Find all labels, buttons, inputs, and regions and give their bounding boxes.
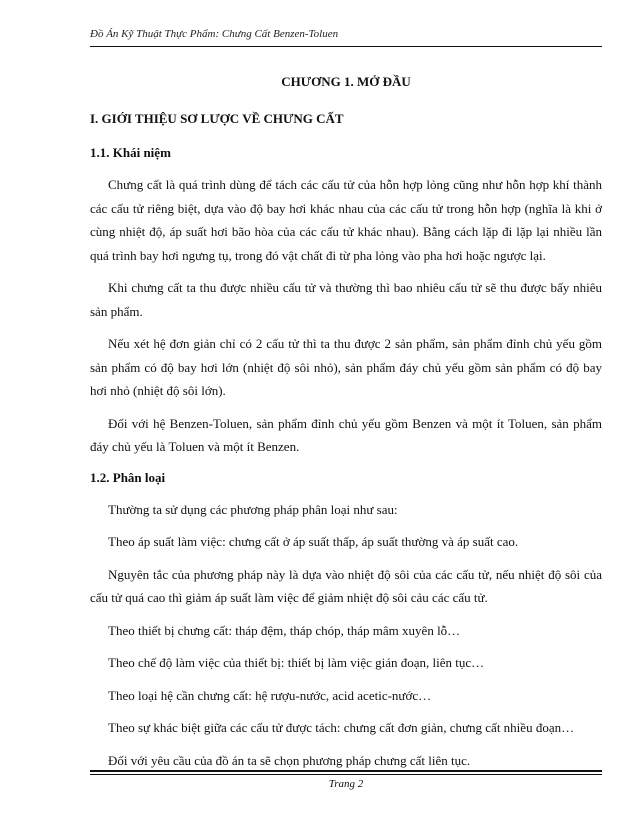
running-header: Đồ Án Kỹ Thuật Thực Phẩm: Chưng Cất Benzen-Toluen — [90, 28, 339, 40]
paragraph: Theo thiết bị chưng cất: tháp đệm, tháp chóp, tháp mâm xuyên lỗ… — [108, 622, 461, 638]
subsection-title-concept: 1.1. Khái niệm — [90, 145, 171, 160]
page-number: Trang 2 — [328, 778, 364, 790]
paragraph: Theo loại hệ cần chưng cất: hệ rượu-nước, acid acetic-nước… — [108, 687, 432, 703]
paragraph: Theo chế độ làm việc của thiết bị: thiết bị làm việc gián đoạn, liên tục… — [108, 655, 485, 670]
paragraph: Khi chưng cất ta thu được nhiều cấu tử và thường thì bao nhiêu cấu tử sẽ thu được bấy nhiêu sản phẩm. — [90, 280, 602, 319]
paragraph: Nguyên tắc của phương pháp này là dựa vào nhiệt độ sôi của các cấu tử, nếu nhiệt độ sôi của cấu tử quá cao thì giảm áp suất làm việc để giảm nhiệt độ sôi cảu các cấu tử. — [90, 566, 602, 605]
header-divider — [90, 46, 602, 47]
page-content — [90, 72, 602, 781]
paragraph: Chưng cất là quá trình dùng để tách các cấu tử của hỗn hợp lỏng cũng như hỗn hợp khí thành các cấu tử riêng biệt, dựa vào độ bay hơi khác nhau của các cấu tử trong hỗn hợp (nghĩa là khi ở cùng nhiệt độ, áp suất hơi bão hòa của các cấu tử khác nhau). Bằng cách lặp đi lặp lại nhiều lần quá trình bay hơi ngưng tụ, trong đó vật chất đi từ pha lỏng vào pha hơi hoặc ngược lại. — [90, 177, 602, 263]
paragraph: Đối với yêu cầu của đồ án ta sẽ chọn phương pháp chưng cất liên tục. — [108, 752, 471, 768]
paragraph: Nếu xét hệ đơn giản chỉ có 2 cấu tử thì ta thu được 2 sản phẩm, sản phẩm đỉnh chủ yếu gồm sản phẩm có độ bay hơi lớn (nhiệt độ sôi nhỏ), sản phẩm đáy chủ yếu gồm sản phẩm có độ bay hơi nhỏ (nhiệt độ sôi lớn). — [90, 336, 602, 398]
paragraph: Theo sự khác biệt giữa các cấu tử được tách: chưng cất đơn giản, chưng cất nhiều đoạn… — [108, 720, 575, 735]
paragraph: Thường ta sử dụng các phương pháp phân loại như sau: — [108, 501, 398, 517]
subsection-title-classification: 1.2. Phân loại — [90, 469, 166, 485]
paragraph: Theo áp suất làm việc: chưng cất ở áp suất thấp, áp suất thường và áp suất cao. — [108, 534, 519, 549]
footer-divider-thick — [90, 770, 602, 772]
section-title: I. GIỚI THIỆU SƠ LƯỢC VỀ CHƯNG CẤT — [90, 111, 344, 126]
chapter-title: CHƯƠNG 1. MỞ ĐẦU — [281, 74, 411, 89]
paragraph: Đối với hệ Benzen-Toluen, sản phẩm đỉnh chủ yếu gồm Benzen và một ít Toluen, sản phẩm đáy chủ yếu là Toluen và một ít Benzen. — [90, 415, 602, 454]
footer-divider-thin — [90, 774, 602, 775]
